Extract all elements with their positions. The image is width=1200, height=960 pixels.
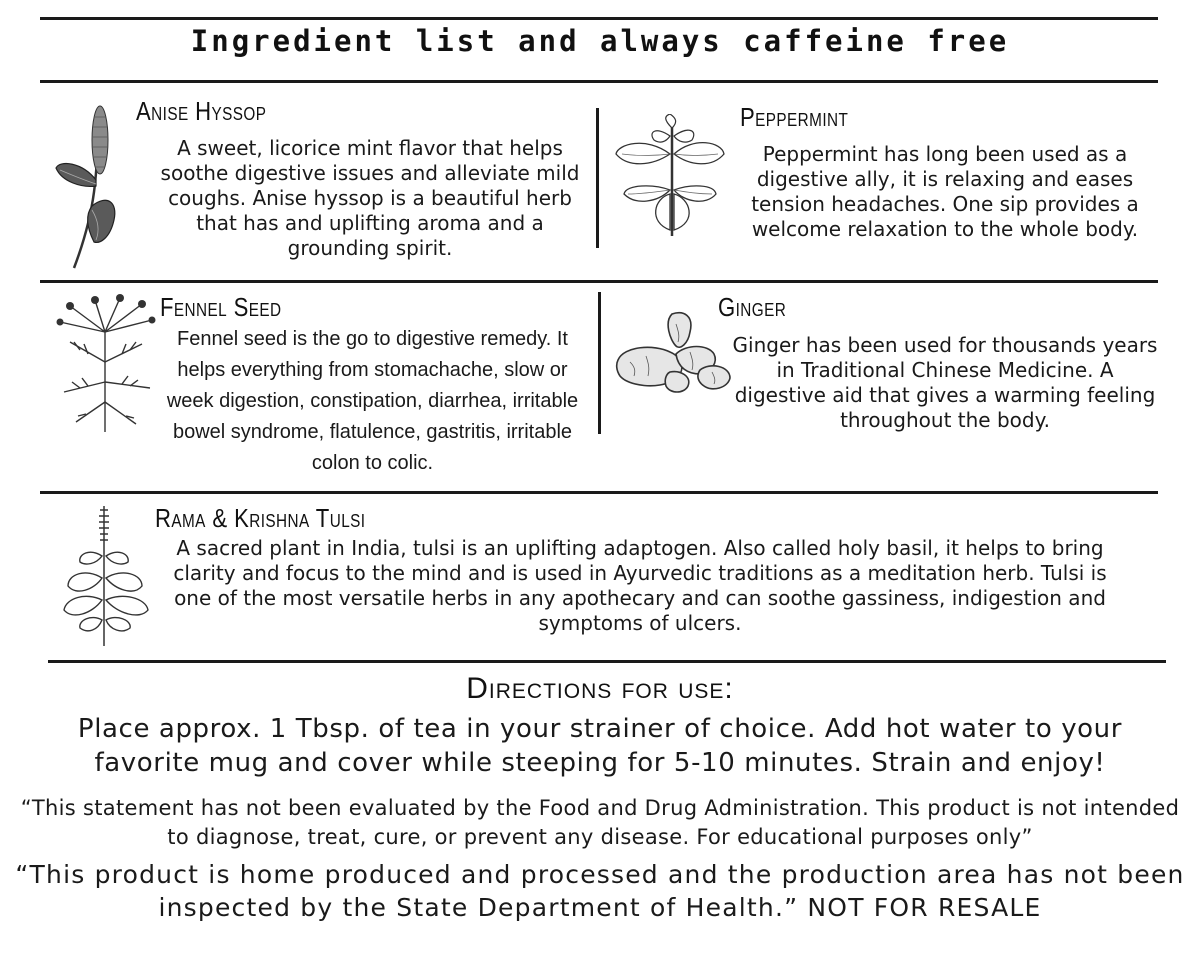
- directions-text: Place approx. 1 Tbsp. of tea in your strainer of choice. Add hot water to your favorite mug and cover while steeping for 5-10 minutes. Strain and enjoy!: [77, 714, 1123, 778]
- directions-title: Directions for use:: [466, 672, 734, 705]
- tulsi-illustration: [62, 504, 150, 648]
- herb-name-fennel-seed: Fennel Seed: [160, 292, 282, 322]
- top-rule: [40, 17, 1158, 20]
- fennel-illustration: [50, 292, 160, 434]
- home-produced-disclaimer: “This product is home produced and processed and the production area has not been inspected by the State Department of Health.” NOT FOR RESALE: [15, 860, 1185, 922]
- page-title: Ingredient list and always caffeine free: [190, 24, 1010, 58]
- herb-name-peppermint: Peppermint: [740, 102, 849, 132]
- herb-name-anise-hyssop: Anise Hyssop: [136, 96, 267, 126]
- fda-disclaimer: “This statement has not been evaluated by the Food and Drug Administration. This product is not intended to diagnose, treat, cure, or prevent any disease. For educational purposes only”: [20, 796, 1180, 849]
- ginger-root-illustration: [614, 310, 732, 394]
- row-divider-3: [48, 660, 1166, 663]
- peppermint-illustration: [614, 114, 726, 238]
- herb-description-peppermint: Peppermint has long been used as a digestive ally, it is relaxing and eases tension headaches. One sip provides a welcome relaxation to the whole body.: [751, 142, 1139, 241]
- title-bottom-rule: [40, 80, 1158, 83]
- herb-description-anise-hyssop: A sweet, licorice mint flavor that helps soothe digestive issues and alleviate mild coughs. Anise hyssop is a beautiful herb that has and uplifting aroma and a grounding spirit.: [160, 136, 580, 260]
- herb-description-tulsi: A sacred plant in India, tulsi is an uplifting adaptogen. Also called holy basil, it helps to bring clarity and focus to the mind and is used in Ayurvedic traditions as a meditation herb. Tulsi is one of the most versatile herbs in any apothecary and can soothe gassiness, indigestion and symptoms of ulcers.: [173, 536, 1107, 635]
- column-divider-2: [598, 292, 601, 434]
- herb-name-ginger: Ginger: [718, 292, 787, 322]
- herb-description-fennel-seed: Fennel seed is the go to digestive remedy. It helps everything from stomachache, slow or week digestion, constipation, diarrhea, irritable bowel syndrome, flatulence, gastritis, irritable colon to colic.: [166, 328, 579, 474]
- row-divider-1: [40, 280, 1158, 283]
- column-divider-1: [596, 108, 599, 248]
- row-divider-2: [40, 491, 1158, 494]
- herb-description-ginger: Ginger has been used for thousands years in Traditional Chinese Medicine. A digestive aid that gives a warming feeling throughout the body.: [732, 333, 1158, 432]
- anise-hyssop-illustration: [52, 102, 122, 272]
- herb-name-tulsi: Rama & Krishna Tulsi: [155, 503, 366, 533]
